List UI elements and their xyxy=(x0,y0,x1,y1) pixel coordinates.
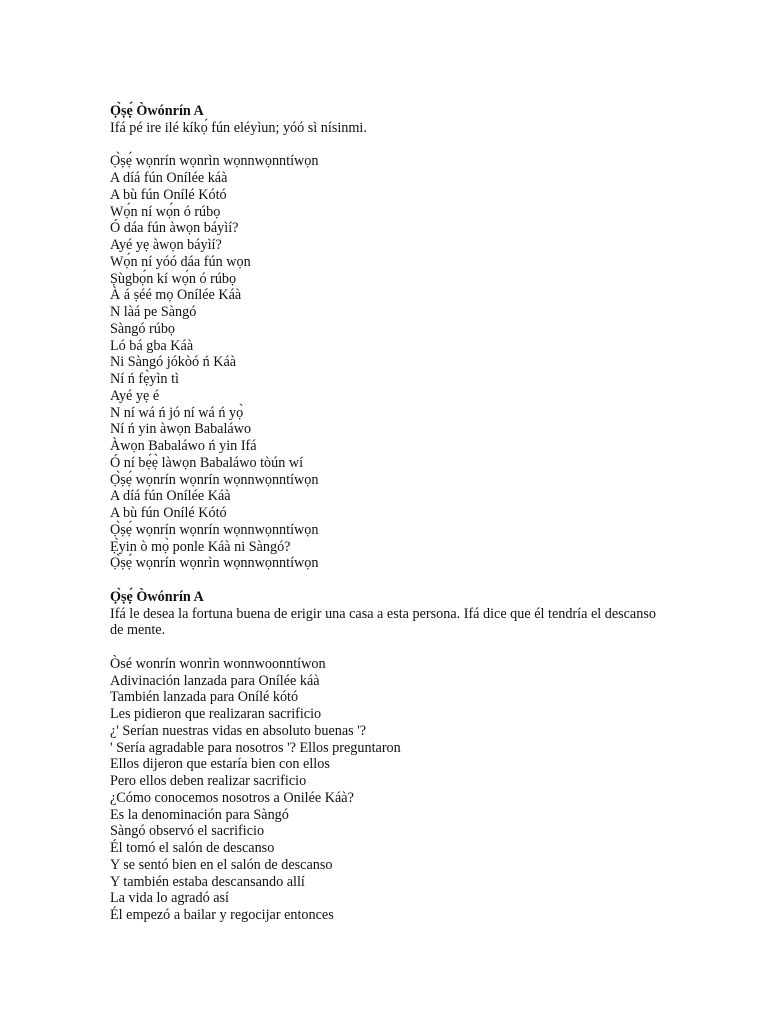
verse-line: Sàngó rúbọ xyxy=(110,320,176,337)
verse-line: Àwọn Babaláwo ń yin Ifá xyxy=(110,438,257,454)
verse-line: ' Sería agradable para nosotros '? Ellos preguntaron xyxy=(110,739,401,756)
verse-line: Él tomó el salón de descanso xyxy=(110,840,275,856)
verse-line: Sàngó observó el sacrificio xyxy=(110,823,265,840)
verse-line: Wọ́n ní yóó dáa fún wọn xyxy=(110,253,251,270)
verse-list xyxy=(110,153,670,572)
verse-line: A díá fún Onílée káà xyxy=(110,170,228,186)
verse-line: A díá fún Onílée Káà xyxy=(110,488,231,505)
section-spanish xyxy=(110,589,670,924)
verse-line: Ayé yẹ é xyxy=(110,387,160,404)
verse-line: Ọ̀ṣẹ́ wọnrín wọnrín wọnnwọnntíwọn xyxy=(110,521,319,538)
verse-line: Ní ń yin àwọn Babaláwo xyxy=(110,421,252,438)
verse-line: Ó ní bẹ́ẹ̀ làwọn Babaláwo tòún wí xyxy=(110,454,304,471)
verse-line: Ló bá gba Káà xyxy=(110,337,194,354)
verse-list xyxy=(110,656,670,924)
section-title: Ọ̀ṣẹ́ Òwónrín A xyxy=(110,588,204,605)
verse-line: La vida lo agradó así xyxy=(110,890,229,907)
blank-line xyxy=(110,137,670,154)
verse-line: N làá pe Sàngó xyxy=(110,304,197,320)
verse-line: Ní ń fẹ̀yìn tì xyxy=(110,371,179,387)
section-intro: Ifá pé ire ilé kíkọ́ fún eléyìun; yóó sì nísinmi. xyxy=(110,119,367,136)
verse-line: Ẹ̀yin ò mọ̀ ponle Káà ni Sàngó? xyxy=(110,538,291,555)
verse-line: Ọ̀ṣẹ́ wọnrín wọnrìn wọnnwọnntíwọn xyxy=(110,153,319,170)
verse-line: N ní wá ń jó ní wá ń yọ̀ xyxy=(110,404,244,421)
verse-line: Él empezó a bailar y regocijar entonces xyxy=(110,907,334,923)
blank-line xyxy=(110,572,670,589)
verse-line: Ọ̀ṣẹ́ wọnrín wọnrìn wọnnwọnntíwọn xyxy=(110,555,319,572)
verse-line: Ellos dijeron que estaría bien con ellos xyxy=(110,756,330,773)
verse-line: Es la denominación para Sàngó xyxy=(110,806,289,823)
verse-line: ¿' Serían nuestras vidas en absoluto buenas '? xyxy=(110,722,367,739)
section-intro: Ifá le desea la fortuna buena de erigir una casa a esta persona. Ifá dice que él tendría el descanso de mente. xyxy=(110,605,656,639)
verse-line: A bù fún Onílé Kótó xyxy=(110,505,227,521)
verse-line: Y también estaba descansando allí xyxy=(110,873,305,890)
verse-line: ¿Cómo conocemos nosotros a Onilée Káà? xyxy=(110,789,354,806)
document-body xyxy=(110,103,670,924)
verse-line: Ayé yẹ àwọn báyìí? xyxy=(110,237,222,253)
verse-line: Ọ̀ṣẹ́ wọnrín wọnrín wọnnwọnntíwọn xyxy=(110,471,319,488)
verse-line: A bù fún Onílé Kótó xyxy=(110,186,227,203)
verse-line: También lanzada para Onílé kótó xyxy=(110,689,299,706)
verse-line: Les pidieron que realizaran sacrificio xyxy=(110,706,322,722)
verse-line: Ṣùgbọ́n kí wọ́n ó rúbọ xyxy=(110,270,237,287)
section-yoruba xyxy=(110,103,670,572)
verse-line: Wọ́n ní wọ́n ó rúbọ xyxy=(110,203,221,220)
verse-line: Y se sentó bien en el salón de descanso xyxy=(110,856,333,873)
verse-line: Òsé wonrín wonrìn wonnwoonntíwon xyxy=(110,655,326,672)
verse-line: Pero ellos deben realizar sacrificio xyxy=(110,773,307,789)
section-title: Ọ̀ṣẹ́ Òwónrín A xyxy=(110,103,204,119)
verse-line: Ó dáa fún àwọn báyìí? xyxy=(110,220,239,237)
verse-line: À á ṣéé mọ Onílée Káà xyxy=(110,287,242,304)
verse-line: Ni Sàngó jókòó ń Káà xyxy=(110,354,237,371)
verse-line: Adivinación lanzada para Onílée káà xyxy=(110,672,320,689)
blank-line xyxy=(110,639,670,656)
